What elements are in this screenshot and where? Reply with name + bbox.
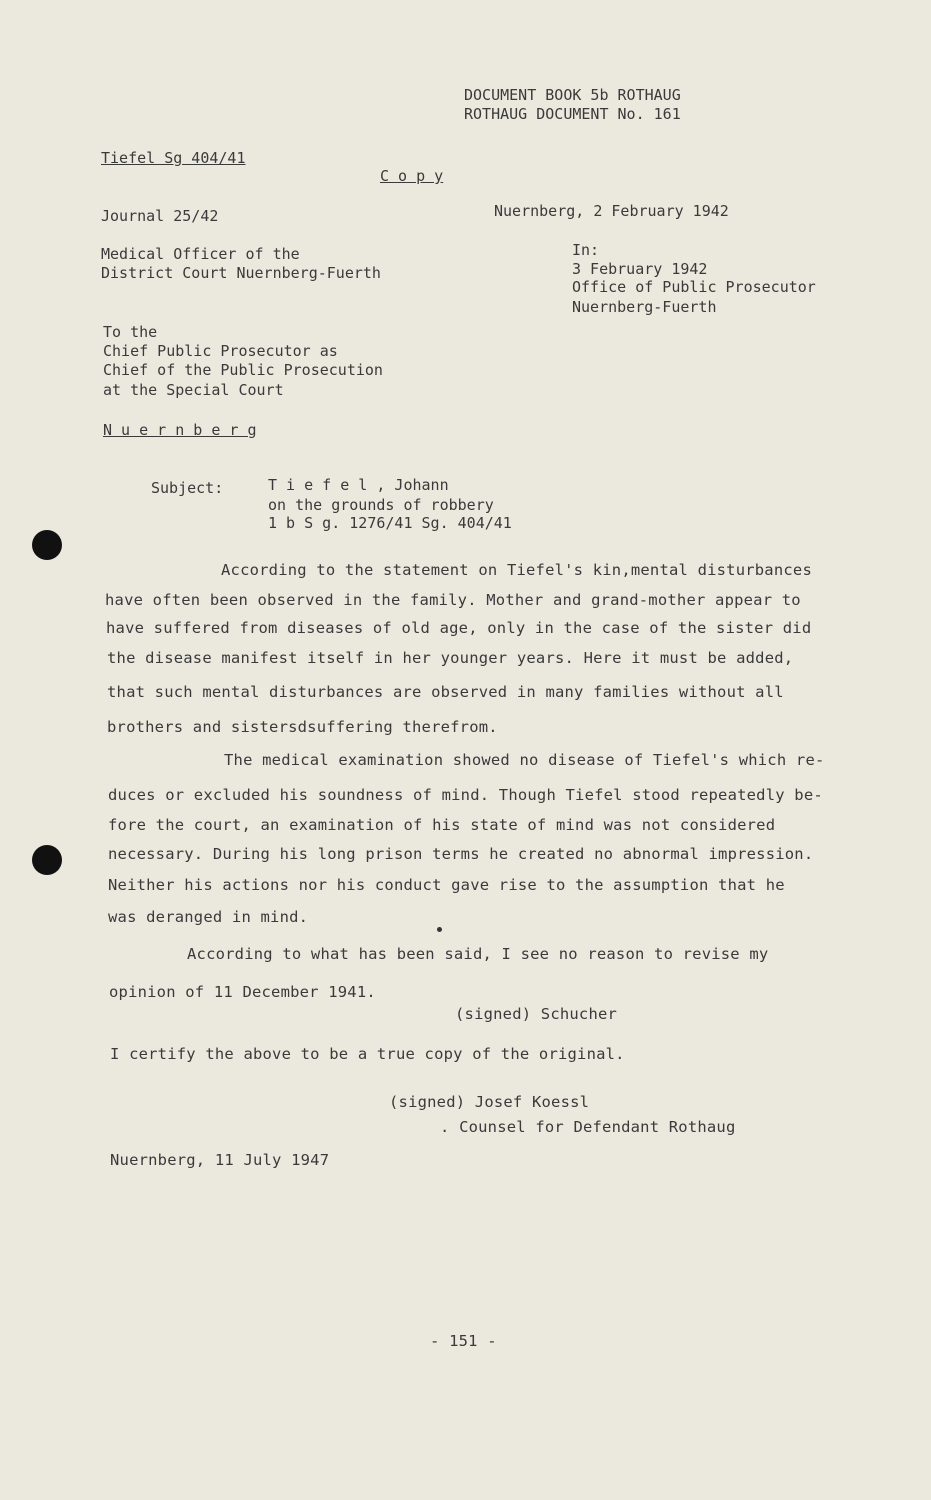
page-number: - 151 - bbox=[430, 1332, 497, 1350]
case-reference: Tiefel Sg 404/41 bbox=[101, 149, 246, 167]
received-stamp-line: In: bbox=[572, 241, 600, 259]
counsel-title: . Counsel for Defendant Rothaug bbox=[440, 1118, 736, 1136]
recipient-line: Chief of the Public Prosecution bbox=[103, 361, 383, 379]
recipient-line: Chief Public Prosecutor as bbox=[103, 342, 338, 360]
paragraph-line: the disease manifest itself in her younger years. Here it must be added, bbox=[107, 649, 794, 667]
journal-number: Journal 25/42 bbox=[101, 207, 219, 225]
received-stamp-line: Office of Public Prosecutor bbox=[572, 278, 816, 296]
paragraph-line: that such mental disturbances are observed in many families without all bbox=[107, 683, 784, 701]
recipient-line: To the bbox=[103, 323, 158, 341]
copy-label: C o p y bbox=[380, 167, 444, 185]
subject-line: on the grounds of robbery bbox=[268, 496, 494, 514]
place-date: Nuernberg, 2 February 1942 bbox=[494, 202, 729, 220]
subject-line: 1 b S g. 1276/41 Sg. 404/41 bbox=[268, 514, 512, 532]
footer-date: Nuernberg, 11 July 1947 bbox=[110, 1151, 330, 1169]
punch-hole bbox=[32, 530, 62, 560]
paragraph-line: have suffered from diseases of old age, only in the case of the sister did bbox=[106, 619, 812, 637]
paragraph-line: opinion of 11 December 1941. bbox=[109, 983, 376, 1001]
paragraph-line: have often been observed in the family. Mother and grand-mother appear to bbox=[105, 591, 801, 609]
subject-label: Subject: bbox=[151, 479, 224, 497]
certification-statement: I certify the above to be a true copy of the original. bbox=[110, 1045, 625, 1063]
document-number-header: ROTHAUG DOCUMENT No. 161 bbox=[464, 105, 681, 123]
subject-line: T i e f e l , Johann bbox=[268, 476, 449, 494]
signature-koessl: (signed) Josef Koessl bbox=[389, 1093, 590, 1111]
paragraph-line: Neither his actions nor his conduct gave rise to the assumption that he bbox=[108, 876, 785, 894]
punch-hole bbox=[32, 845, 62, 875]
paragraph-line: According to the statement on Tiefel's kin,mental disturbances bbox=[221, 561, 812, 579]
paragraph-line: The medical examination showed no disease of Tiefel's which re- bbox=[224, 751, 825, 769]
paragraph-line: According to what has been said, I see no reason to revise my bbox=[187, 945, 769, 963]
paragraph-line: brothers and sistersdsuffering therefrom. bbox=[107, 718, 498, 736]
paragraph-line: necessary. During his long prison terms he created no abnormal impression. bbox=[108, 845, 814, 863]
sender-line: District Court Nuernberg-Fuerth bbox=[101, 264, 381, 282]
received-stamp-line: Nuernberg-Fuerth bbox=[572, 298, 717, 316]
paragraph-line: duces or excluded his soundness of mind. Though Tiefel stood repeatedly be- bbox=[108, 786, 823, 804]
paragraph-line: fore the court, an examination of his state of mind was not considered bbox=[108, 816, 776, 834]
recipient-line: at the Special Court bbox=[103, 381, 284, 399]
city-heading: N u e r n b e r g bbox=[103, 421, 257, 439]
ink-mark bbox=[437, 927, 442, 932]
paragraph-line: was deranged in mind. bbox=[108, 908, 309, 926]
sender-line: Medical Officer of the bbox=[101, 245, 300, 263]
received-stamp-line: 3 February 1942 bbox=[572, 260, 708, 278]
document-book-header: DOCUMENT BOOK 5b ROTHAUG bbox=[464, 86, 681, 104]
signature-schucher: (signed) Schucher bbox=[455, 1005, 618, 1023]
